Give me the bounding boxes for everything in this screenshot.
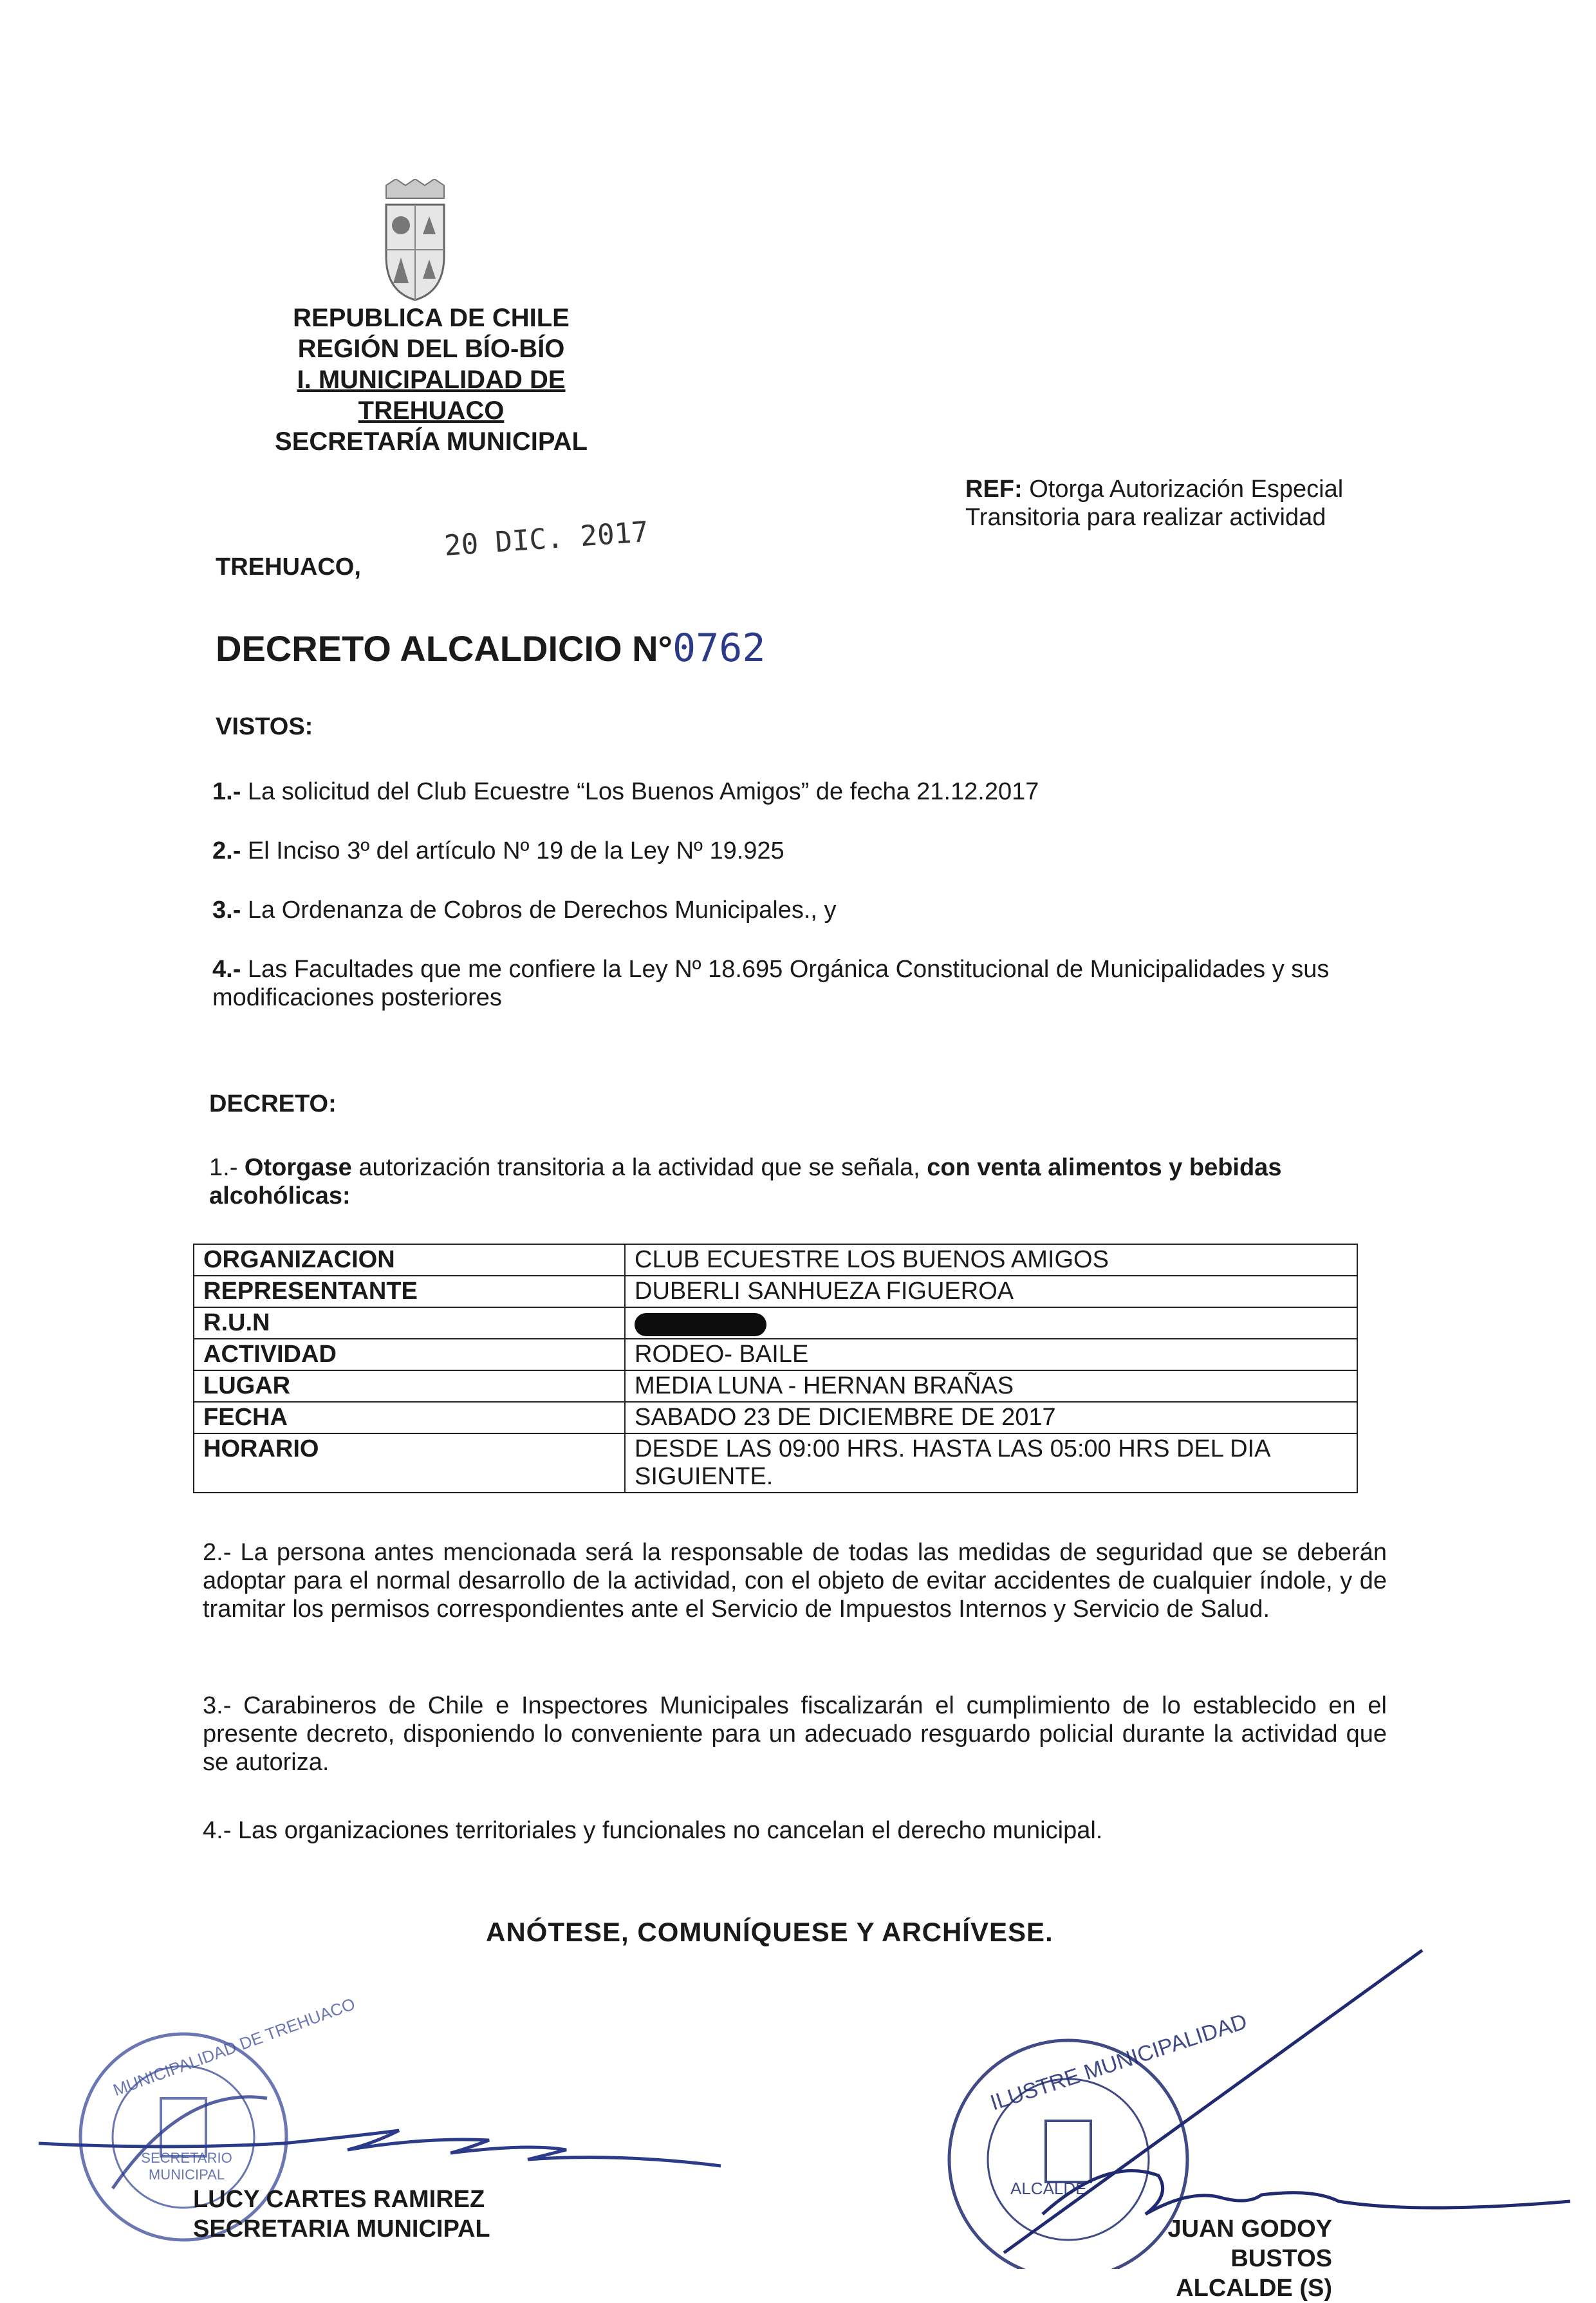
header-secretary: SECRETARÍA MUNICIPAL	[275, 427, 588, 456]
table-row: HORARIO DESDE LAS 09:00 HRS. HASTA LAS 05:00 HRS DEL DIA SIGUIENTE.	[194, 1433, 1357, 1493]
table-row: ACTIVIDAD RODEO- BAILE	[194, 1339, 1357, 1370]
table-row: REPRESENTANTE DUBERLI SANHUEZA FIGUEROA	[194, 1276, 1357, 1307]
signature-left	[39, 2105, 734, 2195]
header-region: REGIÓN DEL BÍO-BÍO	[297, 335, 565, 363]
signature-left-name: LUCY CARTES RAMIREZ	[193, 2186, 485, 2213]
place: TREHUACO,	[216, 554, 361, 581]
ref-line2: Transitoria para realizar actividad	[965, 504, 1326, 531]
ref-line1: Otorga Autorización Especial	[1029, 476, 1344, 503]
activity-table	[193, 1244, 1358, 1493]
ref-label: REF:	[965, 476, 1023, 503]
table-row: R.U.N 15.172.319-8	[194, 1307, 1357, 1339]
coat-of-arms-icon	[376, 179, 454, 301]
signature-left-title: SECRETARIA MUNICIPAL	[193, 2215, 490, 2242]
redacted-run: 15.172.319-8	[635, 1313, 766, 1336]
decreto-heading: DECRETO:	[209, 1090, 337, 1117]
vistos-heading: VISTOS:	[216, 713, 313, 740]
header-republic: REPUBLICA DE CHILE	[293, 304, 570, 332]
date-stamp: 20 DIC. 2017	[443, 515, 650, 563]
decreto-paragraph-2: 2.- La persona antes mencionada será la responsable de todas las medidas de seguridad que se deberán adoptar para el normal desarrollo de la actividad, con el objeto de evitar accidentes de cualquier índole, y de tramitar los permisos correspondientes ante el Servicio de Impuestos Internos y Servicio de Salud.	[203, 1539, 1387, 1623]
signature-right-title: ALCALDE (S)	[1176, 2275, 1332, 2302]
stamp-right-text: ILUSTRE MUNICIPALIDAD	[987, 2009, 1250, 2116]
vistos-item: 3.- La Ordenanza de Cobros de Derechos Municipales., y	[212, 897, 837, 924]
table-row: FECHA SABADO 23 DE DICIEMBRE DE 2017	[194, 1402, 1357, 1433]
decreto-paragraph-1: 1.- Otorgase autorización transitoria a la actividad que se señala, con venta alimentos y bebidas alcohólicas:	[209, 1154, 1282, 1209]
table-row: LUGAR MEDIA LUNA - HERNAN BRAÑAS	[194, 1370, 1357, 1402]
decreto-paragraph-3: 3.- Carabineros de Chile e Inspectores Municipales fiscalizarán el cumplimiento de lo establecido en el presente decreto, disponiendo lo conveniente para un adecuado resguardo policial durante la actividad que se autoriza.	[203, 1692, 1387, 1776]
decree-number: 0762	[672, 626, 766, 671]
signature-right	[978, 1944, 1596, 2255]
stamp-right-inner: ALCALDE	[1010, 2179, 1087, 2198]
stamp-left-inner: SECRETARIO MUNICIPAL	[141, 2150, 232, 2183]
closing-formula: ANÓTESE, COMUNÍQUESE Y ARCHÍVESE.	[486, 1917, 1053, 1947]
vistos-item: 4.- Las Facultades que me confiere la Ley Nº 18.695 Orgánica Constitucional de Municipalidades y sus modificaciones posteriores	[212, 956, 1330, 1011]
vistos-item: 1.- La solicitud del Club Ecuestre “Los Buenos Amigos” de fecha 21.12.2017	[212, 778, 1039, 805]
stamp-left-text: MUNICIPALIDAD DE TREHUACO	[110, 1993, 358, 2100]
signature-right-name: JUAN GODOY BUSTOS	[1167, 2215, 1332, 2272]
decree-title: DECRETO ALCALDICIO N°	[216, 628, 673, 669]
vistos-item: 2.- El Inciso 3º del artículo Nº 19 de la Ley Nº 19.925	[212, 837, 784, 864]
decreto-paragraph-4: 4.- Las organizaciones territoriales y funcionales no cancelan el derecho municipal.	[203, 1817, 1103, 1844]
table-row: ORGANIZACION CLUB ECUESTRE LOS BUENOS AMIGOS	[194, 1244, 1357, 1276]
header-municipality: I. MUNICIPALIDAD DE TREHUACO	[297, 366, 566, 425]
